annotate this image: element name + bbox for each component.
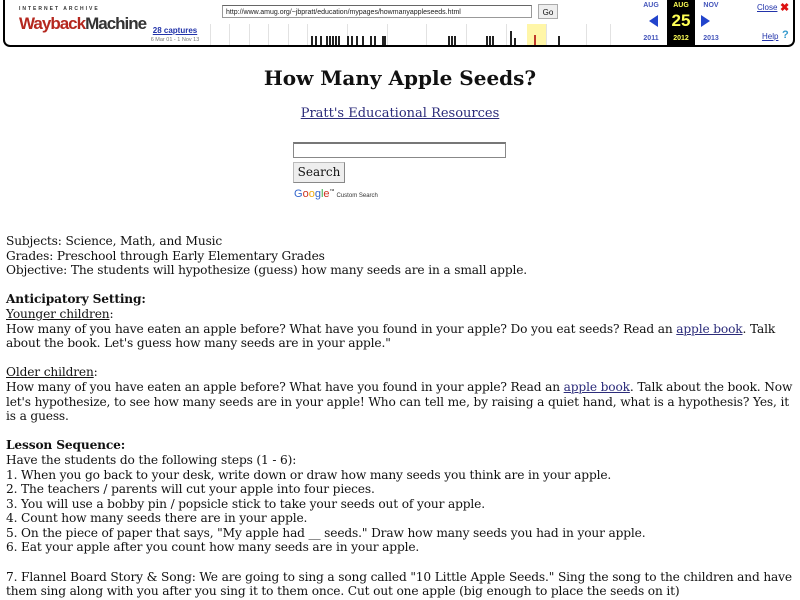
pratts-resources-link[interactable]: Pratt's Educational Resources (300, 106, 500, 121)
google-custom-search-logo: Google™Custom Search (294, 188, 378, 200)
older-children-label: Older children (6, 365, 94, 380)
lesson-step-7: 7. Flannel Board Story & Song: We are going to sing a song called "10 Little Apple Seeds." Sing the song to the children and have them sing along with you after you sing it to them once. Cut out one apple (big enough to place the seeds on it) (6, 569, 792, 599)
current-capture: AUG 25 2012 (667, 0, 695, 45)
lesson-step: 5. On the piece of paper that says, "My apple had __ seeds." Draw how many seeds you had in your apple. (6, 525, 646, 540)
help-question-icon[interactable]: ? (782, 29, 789, 41)
close-x-icon[interactable]: ✖ (780, 2, 790, 14)
anticipatory-heading: Anticipatory Setting: (6, 292, 146, 307)
wayback-url-input[interactable]: http://www.amug.org/~jbpratt/education/mypages/howmanyappleseeds.html (222, 5, 532, 18)
go-button[interactable]: Go (538, 4, 558, 19)
lesson-sequence-heading: Lesson Sequence: (6, 438, 126, 453)
current-year-highlight (527, 24, 547, 45)
lesson-step: 4. Count how many seeds there are in your apple. (6, 511, 308, 526)
lesson-step: 2. The teachers / parents will cut your apple into four pieces. (6, 482, 375, 497)
wayback-machine-wordmark: WaybackMachine (19, 14, 147, 33)
captures-link[interactable]: 28 captures (152, 26, 198, 35)
internet-archive-label: INTERNET ARCHIVE (19, 6, 100, 12)
wayback-logo[interactable] (19, 6, 147, 42)
next-capture[interactable]: NOV 2013 (697, 0, 725, 45)
apple-book-link-2[interactable]: apple book (563, 379, 630, 394)
wayback-toolbar (3, 0, 795, 47)
lesson-intro: Have the students do the following steps (1 - 6): (6, 452, 297, 467)
prev-capture[interactable]: AUG 2011 (643, 2, 659, 42)
date-navigator (637, 0, 727, 45)
capture-sparkline[interactable] (210, 24, 635, 45)
current-day: 25 (671, 11, 691, 30)
older-paragraph: How many of you have eaten an apple before? What have you found in your apple? Read an apple book. Talk about the book. Now let's hypothesize, to see how many seeds are in your apple! Who can tell me, by raising a quiet hand, what is a hypothesis? Yes, it is a guess. (6, 379, 793, 424)
next-arrow-icon[interactable] (701, 15, 710, 27)
search-input[interactable] (293, 142, 506, 158)
close-link[interactable]: Close (757, 3, 778, 12)
captures-info (141, 26, 209, 43)
lesson-step: 6. Eat your apple after you count how many seeds are in your apple. (6, 540, 420, 555)
resources-link-wrap (0, 106, 800, 121)
lesson-content: Subjects: Science, Math, and Music Grades: Preschool through Early Elementary Grades Objective: The students will hypothesize (guess) how many seeds are in a small apple. Anticipatory Setting: Younger children: How many of you have eaten an apple before? What have you found in your apple? Do you eat seeds? Read an apple book. Talk about the book. Let's guess how many seeds are in your apple." Older children: How many of you have eaten an apple before? What have you found in your apple? Read an apple book. Talk about the book. Now let's hypothesize, to see how many seeds are in your apple! Who can tell me, by raising a quiet hand, what is a hypothesis? Yes, it is a guess. Lesson Sequence: Have the students do the following steps (1 - 6): 1. When you go back to your desk, write down or draw how many seeds you think are in your apple. 2. The teachers / parents will cut your apple into four pieces. 3. You will use a bobby pin / popsicle stick to take your seeds out of your apple. 4. Count how many seeds there are in your apple. 5. On the piece of paper that says, "My apple had __ seeds." Draw how many seeds you had in your apple. 6. Eat your apple after you count how many seeds are in your apple. 7. Flannel Board Story & Song: We are going to sing a song called "10 Little Apple Seeds." Sing the song to the children and have them sing along with you after you sing it to them once. Cut out one apple (big enough to place the seeds on it) (6, 234, 796, 599)
lesson-step: 3. You will use a bobby pin / popsicle stick to take your seeds out of your apple. (6, 496, 485, 511)
lesson-step: 1. When you go back to your desk, write down or draw how many seeds you think are in your apple. (6, 467, 612, 482)
help-link[interactable]: Help (762, 32, 779, 41)
younger-children-label: Younger children (6, 306, 110, 321)
apple-book-link-1[interactable]: apple book (676, 321, 743, 336)
younger-paragraph: How many of you have eaten an apple before? What have you found in your apple? Do you eat seeds? Read an apple book. Talk about the book. Let's guess how many seeds are in your apple." (6, 321, 776, 351)
prev-arrow-icon[interactable] (649, 15, 658, 27)
page-title: How Many Apple Seeds? (263, 66, 537, 90)
captures-range: 6 Mar 01 - 1 Nov 13 (150, 37, 200, 43)
subjects-line: Subjects: Science, Math, and Music (6, 234, 223, 248)
objective-line: Objective: The students will hypothesize (guess) how many seeds are in a small apple. (6, 263, 528, 278)
search-button[interactable]: Search (293, 162, 345, 183)
grades-line: Grades: Preschool through Early Elementary Grades (6, 248, 325, 263)
